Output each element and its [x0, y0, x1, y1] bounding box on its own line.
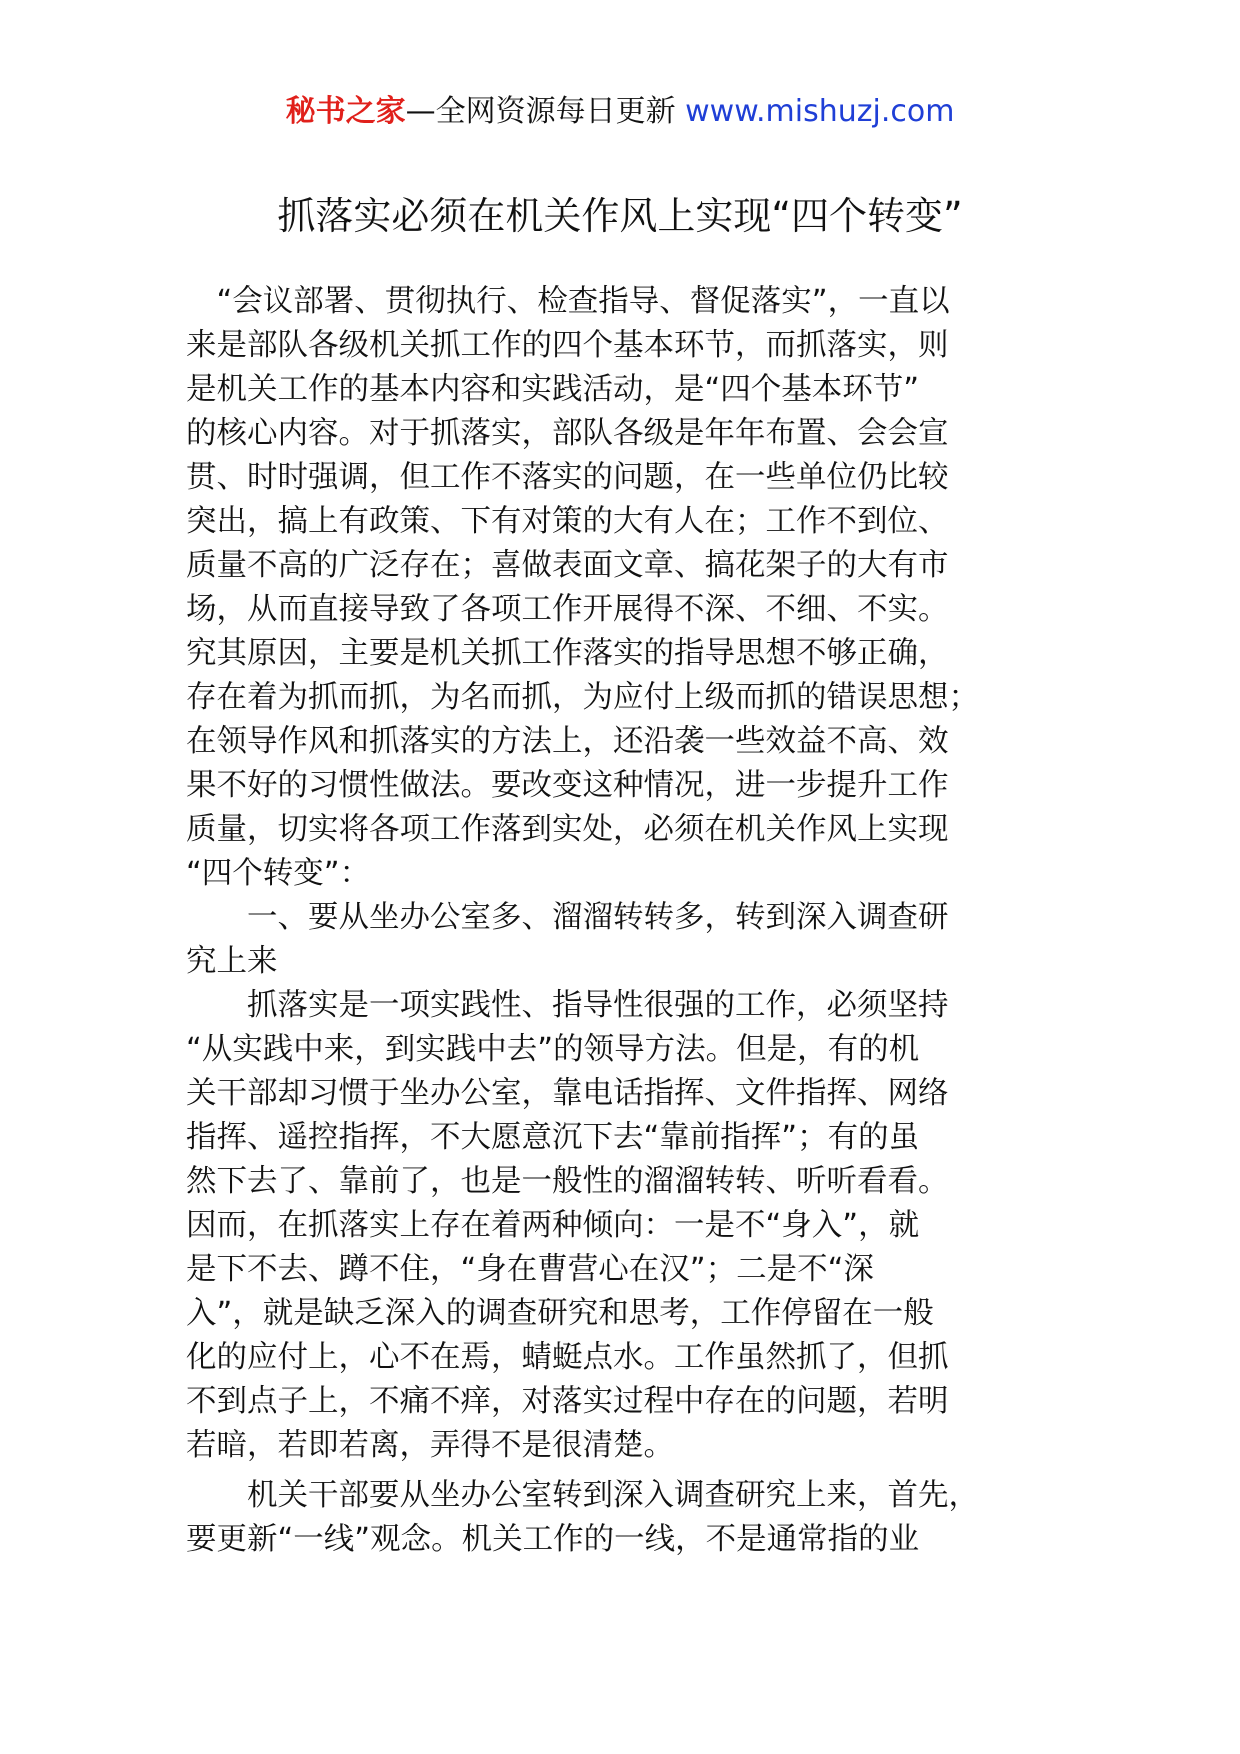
- heading-line: 究上来: [186, 944, 278, 979]
- text-line: 若暗，若即若离，弄得不是很清楚。: [186, 1428, 674, 1463]
- text-line: 指挥、遥控指挥，不大愿意沉下去“靠前指挥”；有的虽: [186, 1120, 920, 1155]
- site-header: [0, 92, 1240, 132]
- text-line: 是机关工作的基本内容和实践活动，是“四个基本环节”: [186, 372, 920, 407]
- text-line: 是下不去、蹲不住，“身在曹营心在汉”；二是不“深: [186, 1252, 874, 1287]
- text-line: 因而，在抓落实上存在着两种倾向：一是不“身入”，就: [186, 1208, 920, 1243]
- text-line: 要更新“一线”观念。机关工作的一线，不是通常指的业: [186, 1522, 920, 1557]
- text-line: 不到点子上，不痛不痒，对落实过程中存在的问题，若明: [186, 1384, 949, 1419]
- text-line: 化的应付上，心不在焉，蜻蜓点水。工作虽然抓了，但抓: [186, 1340, 949, 1375]
- text-line: 来是部队各级机关抓工作的四个基本环节，而抓落实，则: [186, 328, 949, 363]
- document-body: [186, 280, 1066, 1562]
- site-url-link[interactable]: www.mishuzj.com: [685, 94, 955, 129]
- text-line: 机关干部要从坐办公室转到深入调查研究上来，首先，: [186, 1478, 979, 1513]
- text-line: 质量，切实将各项工作落到实处，必须在机关作风上实现: [186, 812, 949, 847]
- text-line: 场，从而直接导致了各项工作开展得不深、不细、不实。: [186, 592, 949, 627]
- heading-line: 一、要从坐办公室多、溜溜转转多，转到深入调查研: [186, 900, 949, 935]
- text-line: “会议部署、贯彻执行、检查指导、督促落实”，一直以: [186, 284, 950, 319]
- text-line: 入”，就是缺乏深入的调查研究和思考，工作停留在一般: [186, 1296, 934, 1331]
- text-line: 在领导作风和抓落实的方法上，还沿袭一些效益不高、效: [186, 724, 949, 759]
- section-heading-1: [186, 896, 1066, 984]
- paragraph-section-1-body: [186, 984, 1066, 1468]
- paragraph-section-1-continued: [186, 1474, 1066, 1562]
- text-line: “从实践中来，到实践中去”的领导方法。但是，有的机: [186, 1032, 920, 1067]
- site-tagline: —全网资源每日更新: [405, 94, 676, 129]
- text-line: 质量不高的广泛存在；喜做表面文章、搞花架子的大有市: [186, 548, 949, 583]
- text-line: 抓落实是一项实践性、指导性很强的工作，必须坚持: [186, 988, 949, 1023]
- text-line: 究其原因，主要是机关抓工作落实的指导思想不够正确，: [186, 636, 949, 671]
- text-line: 的核心内容。对于抓落实，部队各级是年年布置、会会宣: [186, 416, 949, 451]
- document-title: 抓落实必须在机关作风上实现“四个转变”: [277, 194, 963, 238]
- text-line: 存在着为抓而抓，为名而抓，为应付上级而抓的错误思想；: [186, 680, 979, 715]
- paragraph-intro: [186, 280, 1066, 896]
- text-line: 贯、时时强调，但工作不落实的问题，在一些单位仍比较: [186, 460, 949, 495]
- text-line: 关干部却习惯于坐办公室，靠电话指挥、文件指挥、网络: [186, 1076, 949, 1111]
- site-brand: 秘书之家: [285, 94, 406, 129]
- text-line: 果不好的习惯性做法。要改变这种情况，进一步提升工作: [186, 768, 949, 803]
- text-line: 然下去了、靠前了，也是一般性的溜溜转转、听听看看。: [186, 1164, 949, 1199]
- text-line: 突出，搞上有政策、下有对策的大有人在；工作不到位、: [186, 504, 949, 539]
- text-line: “四个转变”：: [186, 856, 371, 891]
